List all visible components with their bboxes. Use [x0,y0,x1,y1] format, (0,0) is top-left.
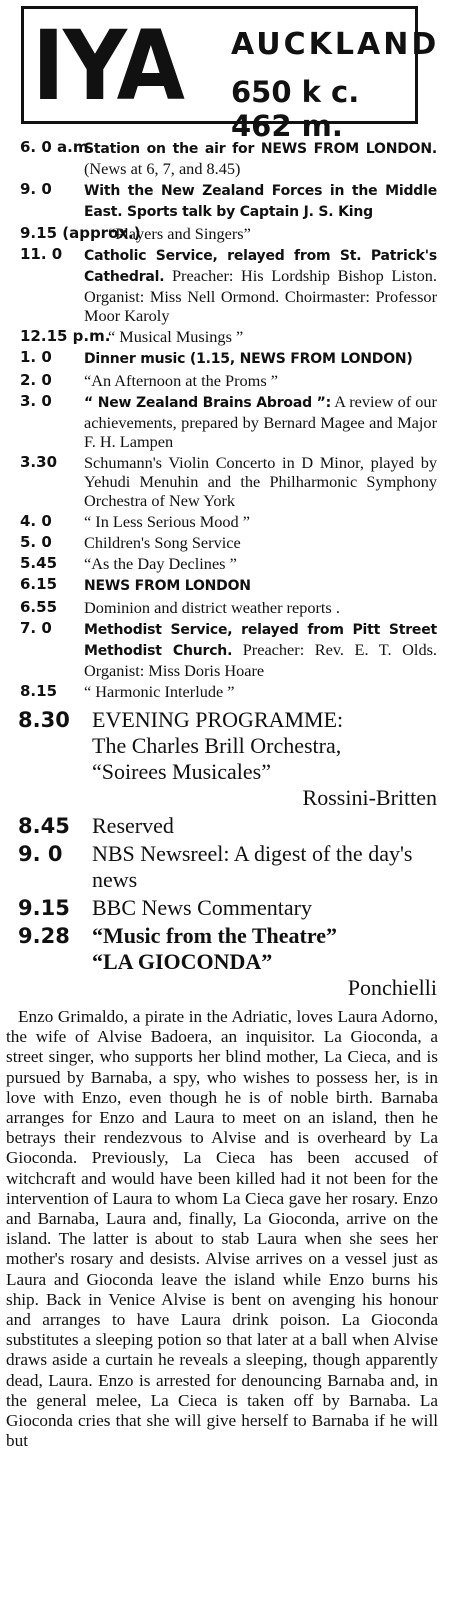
description-text: Dominion and district weather reports . [84,598,340,617]
opera-synopsis: Enzo Grimaldo, a pirate in the Adriatic, loves Laura Adorno, the wife of Alvise Badoera, an inquisitor. La Gioconda, a street singer, who supports her blind mother, La Cieca, and is pursued by Barnaba, a spy, who wishes to possess her, is in love with Enzo, even though he is of noble birth. Barnaba arranges for Enzo and Laura to meet on an island, then he betrays their rendezvous to Alvise and is overheard by La Gioconda. Previously, La Cieca has been accused of witchcraft and would have been killed had it not been for the intervention of Laura to whom La Cieca gave her rosary. Enzo and Barnaba, Laura and, finally, La Gioconda, arrive on the island. The latter is about to stab Laura when she sees her mother's rosary and desists. Alvise arrives on a vessel just as Laura and Gioconda leave the island while Enzo burns his ship. Back in Venice Alvise is bent on avenging his honour and arranges to have Laura drink poison. La Gioconda substitutes a sleeping potion so that later at a ball when Alvise draws aside a curtain he reveals a sleeping, though apparently dead, Laura. Enzo is arrested for denouncing Barnaba and, in the general melee, La Cieca is taken off by Barnaba. La Gioconda cries that she will give herself to Barnaba if he will but [6,1007,438,1451]
evening-entry [12,923,437,1001]
evening-description [92,841,437,893]
description-bold-text: Catholic Service, relayed from St. Patrick's Cathedral. [84,248,437,285]
composer-name: Rossini-Britten [302,785,437,810]
schedule-entry [12,554,437,573]
station-city: AUCKLAND [231,27,440,62]
evening-entry [12,841,437,893]
schedule-entry [12,327,437,346]
schedule-time: 8.15 [20,682,58,700]
evening-line: Reserved [92,813,174,838]
description-bold-text: NEWS FROM LONDON [84,578,251,594]
schedule-entry [12,533,437,552]
evening-description [92,707,437,811]
schedule-entry [12,392,437,451]
schedule-description [84,554,437,573]
evening-time: 8.45 [18,814,70,838]
evening-line: “LA GIOCONDA” [92,949,273,974]
schedule-time: 5. 0 [20,533,52,551]
description-bold-text: Dinner music (1.15, NEWS FROM LONDON) [84,351,413,367]
evening-line: NBS Newsreel: A digest of the day's news [92,841,413,892]
schedule-description [84,619,437,680]
description-text: “ Musical Musings ” [108,327,244,346]
evening-line: EVENING PROGRAMME: [92,707,344,732]
evening-line: The Charles Brill Orchestra, [92,733,342,758]
schedule-time: 1. 0 [20,348,52,366]
evening-time: 9.15 [18,896,70,920]
description-text: “An Afternoon at the Proms ” [84,371,278,390]
description-bold-text: Methodist Service, relayed from Pitt Street Methodist Church. [84,622,437,659]
schedule-time: 3. 0 [20,392,52,410]
description-bold-text: “ New Zealand Brains Abroad ”: [84,395,332,411]
schedule-time: 7. 0 [20,619,52,637]
schedule-time: 12.15 p.m. [20,327,111,345]
schedule-entry [12,598,437,617]
schedule-description [84,392,437,451]
schedule-entry [12,512,437,531]
schedule-description [84,453,437,510]
schedule-time: 6.55 [20,598,58,616]
description-bold-text: Station on the air for NEWS FROM LONDON. [84,141,437,157]
schedule-time: 2. 0 [20,371,52,389]
evening-description [92,813,437,839]
station-callsign: IYA [32,10,184,122]
description-text: “ Harmonic Interlude ” [84,682,235,701]
description-text: Preacher: Rev. E. T. Olds. Organist: Miss Doris Hoare [84,640,437,680]
description-text: Schumann's Violin Concerto in D Minor, played by Yehudi Menuhin and the Philharmonic Symphony Orchestra of New York [84,453,437,510]
schedule-entry [12,682,437,701]
schedule-time: 5.45 [20,554,58,572]
schedule-description [84,598,437,617]
schedule-time: 4. 0 [20,512,52,530]
evening-line: “Soirees Musicales” [92,759,271,784]
evening-description [92,895,437,921]
description-text: “ In Less Serious Mood ” [84,512,250,531]
schedule-description [84,180,437,222]
evening-entry [12,813,437,839]
schedule-time: 6. 0 a.m. [20,138,95,156]
schedule-description [84,348,437,369]
description-bold-text: With the New Zealand Forces in the Middle East. Sports talk by Captain J. S. King [84,183,437,220]
schedule-time: 11. 0 [20,245,63,263]
schedule-entry [12,138,437,178]
schedule-entry [12,348,437,369]
description-text: Children's Song Service [84,533,241,552]
schedule-time: 3.30 [20,453,58,471]
evening-description [92,923,437,1001]
schedule-entry [12,453,437,510]
schedule-description [84,245,437,325]
evening-entry [12,895,437,921]
evening-line: BBC News Commentary [92,895,312,920]
description-text: “Players and Singers” [108,224,251,243]
schedule-entry [12,245,437,325]
evening-line: “Music from the Theatre” [92,923,338,948]
station-frequency: 650 k c. 462 m. [231,75,360,143]
evening-time: 9.28 [18,924,70,948]
evening-entry [12,707,437,811]
schedule-entry [12,575,437,596]
schedule-entry [12,371,437,390]
schedule-entry [12,224,437,243]
schedule-description [84,533,437,552]
description-text: (News at 6, 7, and 8.45) [84,159,241,178]
evening-time: 9. 0 [18,842,63,866]
station-masthead [21,6,440,143]
schedule-time: 6.15 [20,575,58,593]
schedule-description [84,575,437,596]
evening-time: 8.30 [18,708,70,732]
description-text: A review of our achievements, prepared by Bernard Magee and Major F. H. Lampen [84,392,437,451]
schedule-time: 9.15 (approx.) [20,224,141,242]
schedule-entry [12,180,437,222]
schedule-time: 9. 0 [20,180,52,198]
schedule-description [84,682,437,701]
description-text: Preacher: His Lordship Bishop Liston. Organist: Miss Nell Ormond. Choirmaster: Professor Moor Karoly [84,266,437,325]
schedule-description [84,138,437,178]
schedule-description [84,512,437,531]
description-text: “As the Day Declines ” [84,554,237,573]
programme-schedule [12,138,437,1003]
schedule-entry [12,619,437,680]
composer-name: Ponchielli [347,975,437,1000]
schedule-description [84,371,437,390]
